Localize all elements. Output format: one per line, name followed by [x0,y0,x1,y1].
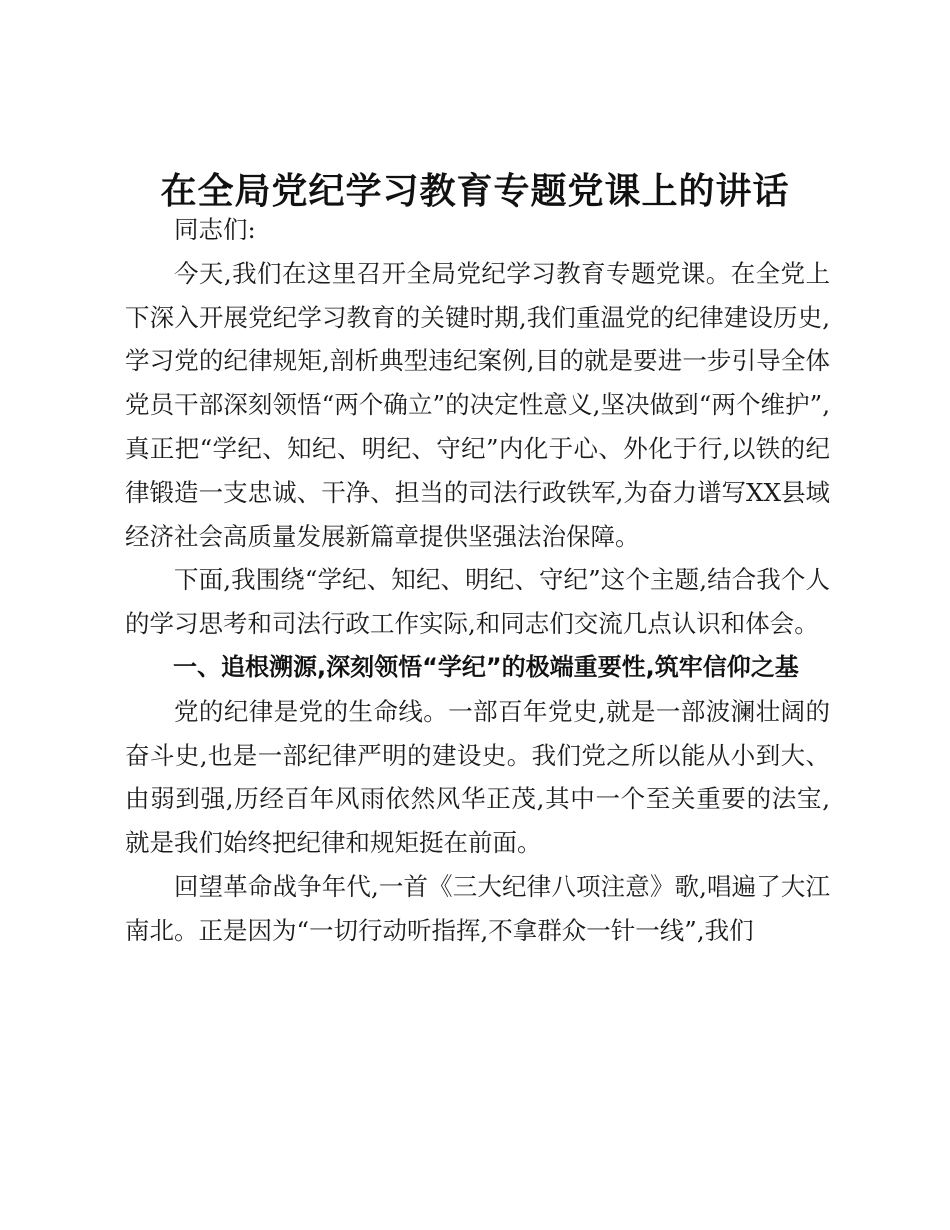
intro-paragraph: 今天,我们在这里召开全局党纪学习教育专题党课。在全党上下深入开展党纪学习教育的关键时期,我们重温党的纪律建设历史,学习党的纪律规矩,剖析典型违纪案例,目的就是要进一步引导全体党员干部深刻领悟“两个确立”的决定性意义,坚决做到“两个维护”,真正把“学纪、知纪、明纪、守纪”内化于心、外化于行,以铁的纪律锻造一支忠诚、干净、担当的司法行政铁军,为奋力谱写XX县域经济社会高质量发展新篇章提供坚强法治保障。 [125,258,830,551]
document-body [125,208,830,953]
document-title: 在全局党纪学习教育专题党课上的讲话 [160,170,790,212]
intro-paragraph: 下面,我围绕“学纪、知纪、明纪、守纪”这个主题,结合我个人的学习思考和司法行政工作实际,和同志们交流几点认识和体会。 [125,565,830,639]
section-heading: 一、追根溯源,深刻领悟“学纪”的极端重要性,筑牢信仰之基 [173,652,799,681]
section-paragraph: 回望革命战争年代,一首《三大纪律八项注意》歌,唱遍了大江南北。正是因为“一切行动听指挥,不拿群众一针一线”,我们 [125,871,830,945]
section-paragraph: 党的纪律是党的生命线。一部百年党史,就是一部波澜壮阔的奋斗史,也是一部纪律严明的建设史。我们党之所以能从小到大、由弱到强,历经百年风雨依然风华正茂,其中一个至关重要的法宝,就是我们始终把纪律和规矩挺在前面。 [125,696,830,858]
salutation: 同志们: [174,215,256,244]
